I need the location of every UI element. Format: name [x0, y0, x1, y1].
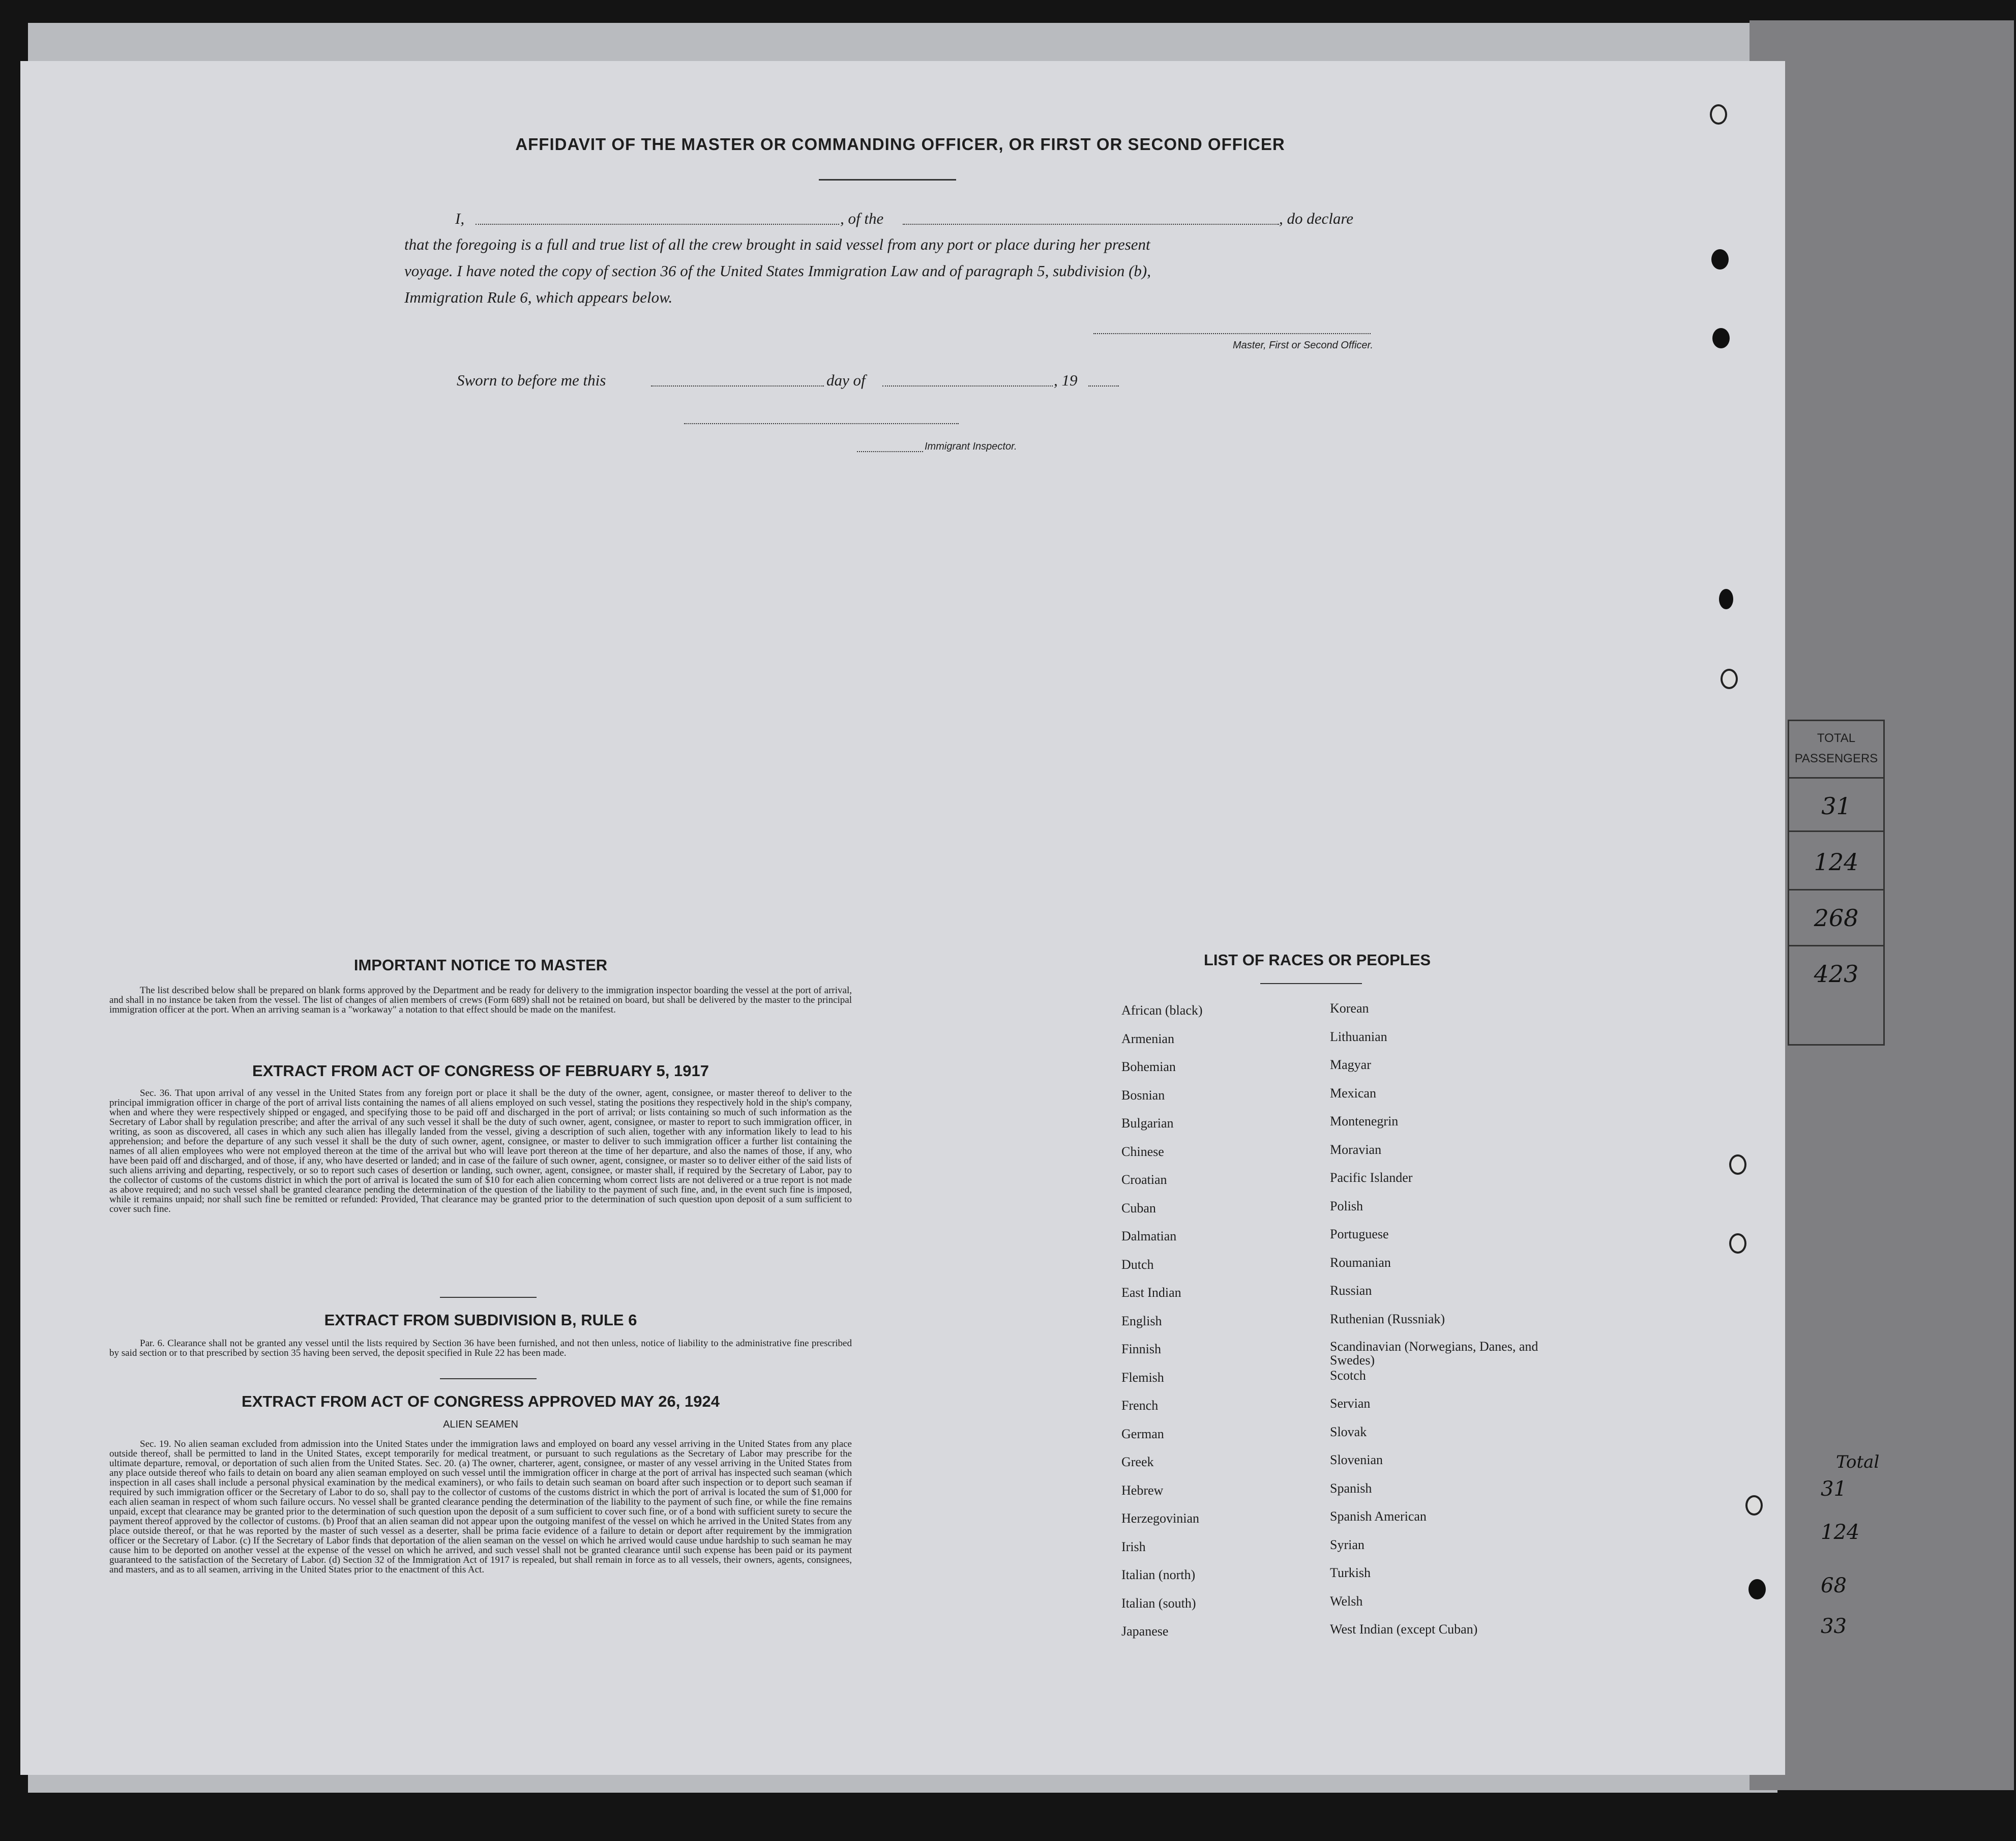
race-item: Roumanian — [1330, 1255, 1391, 1270]
race-item: Italian (north) — [1121, 1567, 1196, 1582]
race-item: Mexican — [1330, 1085, 1376, 1101]
binder-hole-icon — [1710, 104, 1727, 125]
binder-hole-icon — [1712, 328, 1730, 348]
title-rule — [819, 179, 956, 181]
race-item: Pacific Islander — [1330, 1170, 1413, 1185]
extract-1924-subtitle: ALIEN SEAMEN — [443, 1419, 518, 1430]
race-item: Armenian — [1121, 1031, 1174, 1046]
race-item: Greek — [1121, 1454, 1154, 1469]
binder-hole-icon — [1745, 1495, 1763, 1516]
affidavit-i: I, — [455, 210, 465, 227]
race-item: Flemish — [1121, 1370, 1164, 1385]
section-rule — [440, 1297, 537, 1298]
race-item: Slovenian — [1330, 1452, 1383, 1467]
race-item: Bosnian — [1121, 1087, 1165, 1103]
race-item: Dutch — [1121, 1257, 1154, 1272]
race-item: Spanish — [1330, 1480, 1372, 1496]
race-item: Montenegrin — [1330, 1114, 1399, 1129]
race-item: Finnish — [1121, 1342, 1162, 1356]
tally-value: 423 — [1814, 960, 1859, 988]
race-item: Lithuanian — [1330, 1029, 1387, 1044]
signature-label: Master, First or Second Officer. — [1232, 340, 1373, 351]
race-item: Korean — [1330, 1001, 1369, 1016]
sworn-text: Sworn to before me this — [457, 371, 606, 389]
extract-rule6-body: Par. 6. Clearance shall not be granted any vessel until the lists required by Section 36 have been furnished, and not then unless, notice of liability to the administrative fine prescribed by said section or to that prescribed by section 35 having been served, the deposit specified in Rule 22 has been made. — [109, 1338, 852, 1358]
extract-1917-title: EXTRACT FROM ACT OF CONGRESS OF FEBRUARY 5, 1917 — [252, 1062, 709, 1080]
sworn-day-blank — [651, 385, 824, 387]
race-item: Servian — [1330, 1396, 1371, 1411]
race-item: English — [1121, 1313, 1162, 1328]
race-item: Italian (south) — [1121, 1595, 1196, 1611]
binder-hole-icon — [1711, 249, 1729, 270]
margin-total-value: 33 — [1821, 1615, 1847, 1638]
section-rule — [440, 1378, 537, 1379]
race-item: Croatian — [1121, 1172, 1167, 1187]
binder-hole-icon — [1729, 1233, 1746, 1254]
tally-header-passengers: PASSENGERS — [1794, 752, 1878, 765]
affidavit-line: voyage. I have noted the copy of section 36 of the United States Immigration Law and of paragraph 5, subdivision (b), — [404, 262, 1151, 280]
affidavit-line: that the foregoing is a full and true list of all the crew brought in said vessel from any port or place during her present — [404, 235, 1150, 253]
race-item: Welsh — [1330, 1593, 1363, 1609]
signature-line — [1093, 333, 1371, 334]
affidavit-title: AFFIDAVIT OF THE MASTER OR COMMANDING OFFICER, OR FIRST OR SECOND OFFICER — [515, 135, 1285, 154]
race-item: Cuban — [1121, 1200, 1156, 1215]
races-right-column — [1330, 1001, 1544, 1650]
race-item: East Indian — [1121, 1285, 1181, 1300]
tally-value: 124 — [1814, 848, 1859, 876]
year-blank — [1088, 385, 1119, 387]
races-left-column — [1121, 1003, 1289, 1652]
race-item: Turkish — [1330, 1565, 1371, 1580]
race-item: Russian — [1330, 1283, 1372, 1298]
race-item: Magyar — [1330, 1057, 1371, 1072]
races-title-rule — [1260, 983, 1362, 984]
race-item: Hebrew — [1121, 1482, 1164, 1498]
extract-1924-title: EXTRACT FROM ACT OF CONGRESS APPROVED MAY 26, 1924 — [242, 1392, 720, 1410]
inspector-label: Immigrant Inspector. — [925, 441, 1017, 452]
inspector-name-blank — [857, 451, 923, 452]
name-blank — [476, 224, 839, 225]
vessel-blank — [903, 224, 1279, 225]
race-item: Scotch — [1330, 1368, 1366, 1383]
month-blank — [882, 385, 1053, 387]
notice-title: IMPORTANT NOTICE TO MASTER — [353, 956, 608, 974]
race-item: Bohemian — [1121, 1059, 1176, 1074]
race-item: Slovak — [1330, 1424, 1367, 1439]
total-passengers-tally — [1788, 720, 1885, 1046]
tally-value: 31 — [1821, 792, 1851, 820]
margin-total-value: 31 — [1821, 1477, 1847, 1501]
binder-hole-icon — [1719, 589, 1733, 609]
race-item: Bulgarian — [1121, 1116, 1174, 1131]
affidavit-body — [404, 231, 1371, 311]
race-item: Chinese — [1121, 1144, 1164, 1159]
race-item: Polish — [1330, 1198, 1363, 1213]
tally-header-total: TOTAL — [1817, 731, 1856, 745]
affidavit-line: Immigration Rule 6, which appears below. — [404, 288, 673, 306]
notice-body: The list described below shall be prepared on blank forms approved by the Department and be ready for delivery to the immigration inspector boarding the vessel at the port of arrival, and shall in no instance be taken from the vessel. The list of changes of alien members of crews (Form 689) shall not be retained on board, but shall be delivered by the master to the principal immigration officer at the port. When an arriving seaman is a "workaway" a notation to that effect should be made on the manifest. — [109, 985, 852, 1015]
year-text: , 19 — [1054, 371, 1078, 389]
race-item: French — [1121, 1398, 1159, 1413]
extract-rule6-title: EXTRACT FROM SUBDIVISION B, RULE 6 — [324, 1311, 637, 1329]
race-item: Moravian — [1330, 1142, 1382, 1157]
affidavit-of-the: , of the — [840, 210, 884, 227]
race-item: Dalmatian — [1121, 1229, 1177, 1243]
inspector-signature-line — [684, 423, 959, 424]
race-item: Irish — [1121, 1539, 1146, 1554]
day-of-text: day of — [826, 371, 866, 389]
race-item: Herzegovinian — [1121, 1511, 1200, 1526]
race-item: African (black) — [1121, 1003, 1203, 1018]
race-item: Portuguese — [1330, 1227, 1389, 1241]
binder-hole-icon — [1729, 1154, 1746, 1175]
race-item: Scandinavian (Norwegians, Danes, and Swedes) — [1330, 1339, 1538, 1368]
race-item: Syrian — [1330, 1537, 1365, 1552]
tally-value: 268 — [1814, 904, 1859, 932]
margin-total-label: Total — [1836, 1452, 1880, 1472]
race-item: Japanese — [1121, 1624, 1169, 1639]
extract-1917-body: Sec. 36. That upon arrival of any vessel in the United States from any foreign port or place it shall be the duty of the owner, agent, consignee, or master thereof to deliver to the principal immigration officer in charge of the port of arrival lists containing the names of all aliens employed on such vessel, stating the positions they respectively hold in the ship's company, when and where they were respectively shipped or engaged, and specifying those to be paid off and discharged in the port of arrival; or lists containing so much of such information as the Secretary of Labor shall by regulation prescribe; and after the arrival of any such vessel it shall be the duty of such owner, agent, consignee, or master to report to such immigration officer, in writing, as soon as discovered, all cases in which any such alien has illegally landed from the vessel, giving a description of such alien, together with any information likely to lead to his apprehension; and before the departure of any such vessel it shall be the duty of such owner, agent, consignee, or master to deliver to such immigration officer a further list containing the names of all alien employees who were not employed thereon at the time of the arrival but who will leave port thereon at the time of her departure, and also the names of those, if any, who have been paid off and discharged, and of those, if any, who have deserted or landed; and in case of the failure of such owner, agent, consignee, or master so to deliver either of the said lists of such aliens arriving and departing, respectively, or so to report such cases of desertion or landing, such owner, agent, consignee, or master shall, if required by the Secretary of Labor, pay to the collector of customs of the customs district in which the port of arrival is located the sum of $10 for each alien concerning whom correct lists are not delivered or a true report is not made as above required; and no such vessel shall be granted clearance pending the determination of the question of the liability to the payment of such fine, and, in the event such fine is imposed, while it remains unpaid; nor shall such fine be remitted or refunded: Provided, That clearance may be granted prior to the determination of such question upon deposit of a sum sufficient to cover such fine. — [109, 1088, 852, 1214]
races-title: LIST OF RACES OR PEOPLES — [1203, 951, 1431, 969]
binder-hole-icon — [1721, 669, 1738, 689]
margin-total-value: 124 — [1821, 1521, 1860, 1544]
race-item: West Indian (except Cuban) — [1330, 1622, 1478, 1637]
race-item: Ruthenian (Russniak) — [1330, 1311, 1445, 1326]
extract-1924-body: Sec. 19. No alien seaman excluded from admission into the United States under the immigration laws and employed on board any vessel arriving in the United States from any place outside thereof, shall be permitted to land in the United States, except temporarily for medical treatment, or pursuant to such regulations as the Secretary of Labor may prescribe for the ultimate departure, removal, or deportation of such alien from the United States. Sec. 20. (a) The owner, charterer, agent, consignee, or master of any vessel arriving in the United States from any place outside thereof who fails to detain on board any alien seaman employed on such vessel until the immigration officer in charge at the port of arrival has inspected such seaman (which inspection in all cases shall include a personal physical examination by the medical examiners), or who fails to detain such seaman on board after such inspection or to deport such seaman if required by such immigration officer or the Secretary of Labor to do so, shall pay to the collector of customs of the customs district in which the port of arrival is located the sum of $1,000 for each alien seaman in respect of whom such failure occurs. No vessel shall be granted clearance pending the determination of the liability to the payment of such fine, or while the fine remains unpaid, except that clearance may be granted prior to the determination of such question upon the deposit of a sum sufficient to cover such fine, or of a bond with sufficient surety to secure the payment thereof approved by the collector of customs. (b) Proof that an alien seaman did not appear upon the outgoing manifest of the vessel on which he arrived in the United States from any place outside thereof, or that he was reported by the master of such vessel as a deserter, shall be prima facie evidence of a failure to detain or deport after requirement by the immigration officer or the Secretary of Labor. (c) If the Secretary of Labor finds that deportation of the alien seaman on the vessel on which he arrived would cause undue hardship to such seaman he may cause him to be deported on another vessel at the expense of the vessel on which he arrived, and such vessel shall not be granted clearance until such expense has been paid or its payment guaranteed to the satisfaction of the Secretary of Labor. (d) Section 32 of the Immigration Act of 1917 is repealed, but shall remain in force as to all vessels, their owners, agents, consignees, and masters, and as to all seamen, arriving in the United States prior to the enactment of this Act. — [109, 1439, 852, 1575]
margin-total-value: 68 — [1821, 1574, 1847, 1597]
race-item: Spanish American — [1330, 1509, 1427, 1524]
binder-hole-icon — [1748, 1579, 1766, 1599]
affidavit-do-declare: , do declare — [1279, 210, 1354, 227]
race-item: German — [1121, 1426, 1164, 1441]
